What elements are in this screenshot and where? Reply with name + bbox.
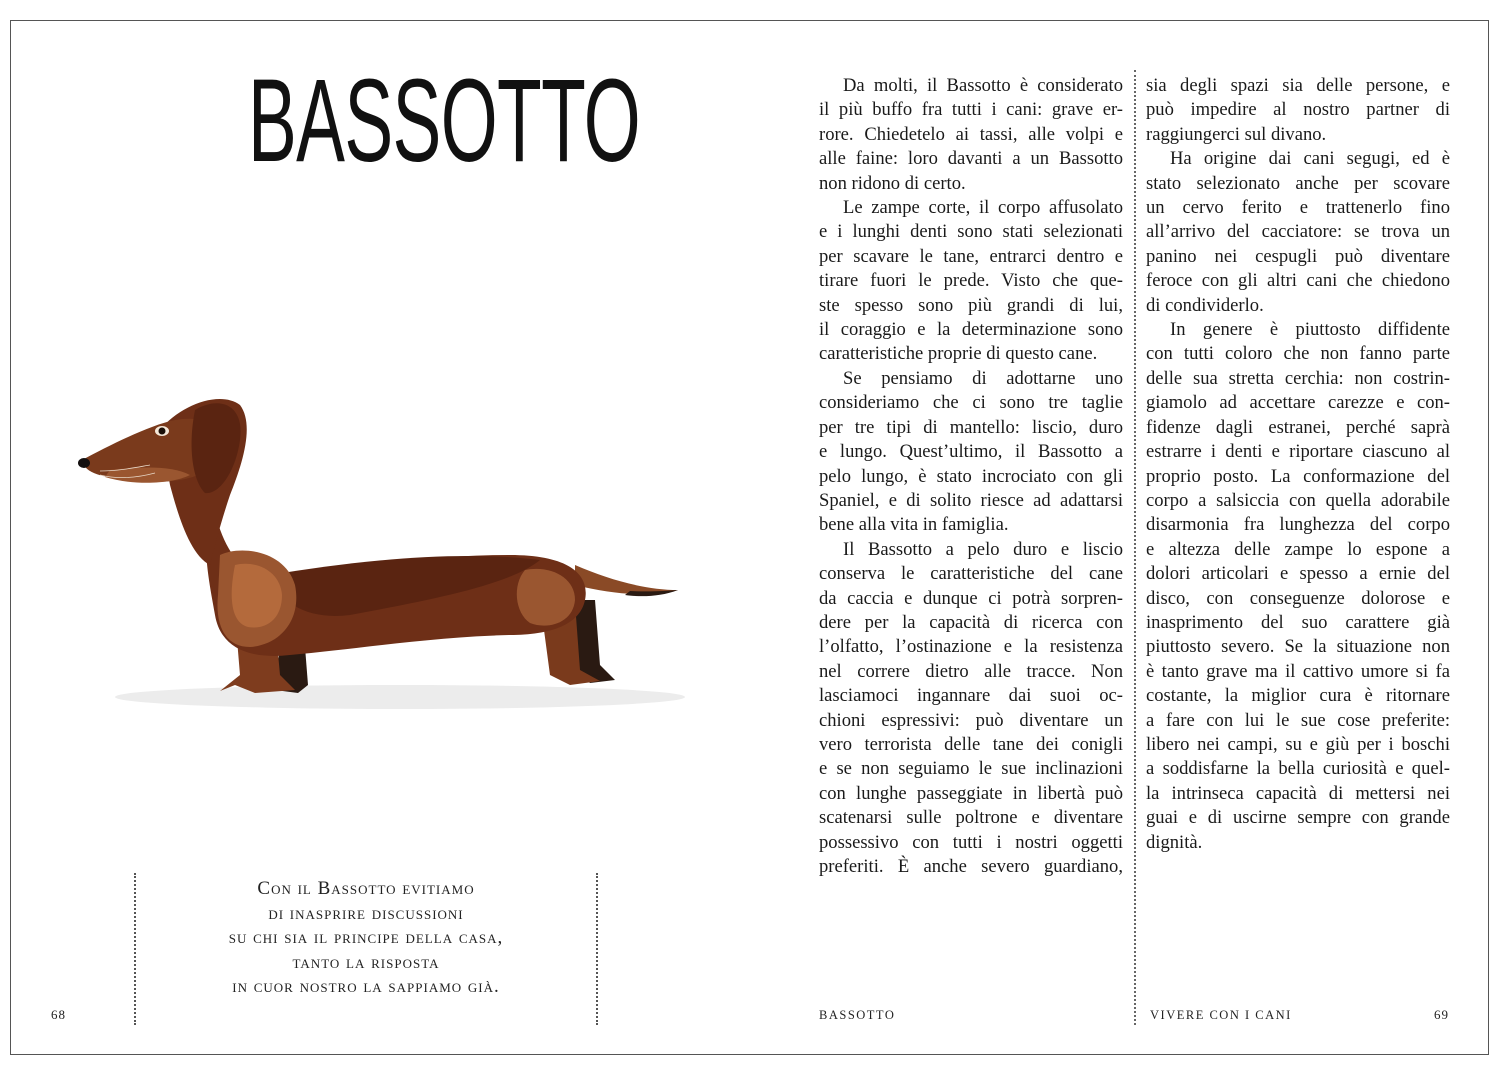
text-line: di condividerlo. [1146, 294, 1264, 316]
text-line: chioni espressivi: può diventare un [819, 709, 1123, 731]
text-line: per tre tipi di mantello: liscio, duro [819, 416, 1123, 438]
text-line: il più buffo fra tutti i cani: grave er- [819, 99, 1123, 121]
text-line: guai e di uscirne sempre con grande [1146, 807, 1450, 829]
text-line: è tanto grave ma il cattivo umore si fa [1146, 660, 1450, 682]
quote-line: in cuor nostro la sappiamo già. [232, 976, 500, 997]
text-line: con tutti coloro che non fanno parte [1146, 343, 1450, 365]
text-line: libero nei campi, su e giù per i boschi [1146, 733, 1450, 755]
text-line: Il Bassotto a pelo duro e liscio [843, 538, 1123, 560]
text-line: estrarre i denti e riportare ciascuno al [1146, 441, 1450, 463]
text-line: con lunghe passeggiate in libertà può [819, 782, 1123, 804]
text-line: caratteristiche proprie di questo cane. [819, 343, 1098, 365]
quote-line: di inasprire discussioni [268, 902, 464, 924]
text-line: Se pensiamo di adottarne uno [843, 367, 1123, 389]
column-divider [1134, 70, 1136, 1025]
quote-line: Con il Bassotto evitiamo [257, 878, 475, 899]
text-line: scatenarsi sulle poltrone e diventare [819, 807, 1123, 829]
text-line: a soddisfarne la bella curiosità e quel- [1146, 758, 1450, 780]
page-number-right: 69 [1434, 1007, 1449, 1022]
text-line: dolori articolari e spesso a ernie del [1146, 563, 1450, 585]
text-line: stato selezionato anche per scovare [1146, 172, 1450, 194]
text-line: disco, con conseguenze dolorose e [1146, 587, 1450, 609]
text-line: la intrinseca capacità di mettersi nei [1146, 782, 1450, 804]
page-number-left: 68 [51, 1007, 66, 1022]
text-line: Spaniel, e di solito riesce ad adattarsi [819, 489, 1123, 511]
text-line: consideriamo che ci sono tre taglie [819, 392, 1123, 414]
text-line: a fare con lui le sue cose preferite: [1146, 709, 1450, 731]
text-line: all’arrivo del cacciatore: se trova un [1146, 221, 1450, 243]
pull-quote [136, 877, 596, 1000]
text-column-2 [1146, 74, 1450, 855]
text-line: rore. Chiedetelo ai tassi, alle volpi e [819, 123, 1123, 145]
text-line: inasprimento del suo carattere già [1146, 611, 1450, 633]
text-line: possessivo con tutti i nostri oggetti [819, 831, 1123, 853]
text-line: delle sua stretta cerchia: non costrin- [1146, 367, 1450, 389]
running-footer-section: BASSOTTO [819, 1008, 896, 1022]
text-line: l’olfatto, l’ostinazione e la resistenza [819, 636, 1123, 658]
text-line: panino nei cespugli può diventare [1146, 245, 1450, 267]
text-line: alle faine: loro davanti a un Bassotto [819, 148, 1123, 170]
text-line: e se non seguiamo le sue inclinazioni [819, 758, 1123, 780]
text-line: ste spesso sono più grandi di lui, [819, 294, 1123, 316]
text-line: pelo lungo, è stato incrociato con gli [819, 465, 1123, 487]
text-line: proprio posto. La conformazione del [1146, 465, 1450, 487]
text-line: non ridono di certo. [819, 172, 966, 194]
text-line: il coraggio e la determinazione sono [819, 319, 1123, 341]
text-line: per scavare le tane, entrarci dentro e [819, 245, 1123, 267]
text-line: nel correre dietro alle tracce. Non [819, 660, 1123, 682]
dachshund-illustration [70, 385, 690, 725]
quote-line: tanto la risposta [292, 951, 440, 973]
text-line: un cervo ferito e trattenerlo fino [1146, 197, 1450, 219]
text-line: feroce con gli altri cani che chiedono [1146, 270, 1450, 292]
pull-quote-box [134, 873, 598, 1025]
text-line: giamolo ad accettare carezze e con- [1146, 392, 1450, 414]
dachshund-icon [70, 385, 690, 725]
text-line: sia degli spazi sia delle persone, e [1146, 75, 1450, 96]
text-line: e altezza delle zampe lo espone a [1146, 538, 1450, 560]
text-line: fidenze dagli estranei, perché saprà [1146, 416, 1450, 438]
quote-line: su chi sia il principe della casa, [228, 927, 504, 948]
text-column-1 [819, 74, 1123, 879]
text-line: Da molti, il Bassotto è considerato [843, 75, 1123, 96]
text-line: Le zampe corte, il corpo affusolato [843, 197, 1123, 219]
text-line: conserva le caratteristiche del cane [819, 563, 1123, 585]
page-title: BASSOTTO [248, 55, 641, 187]
text-line: dignità. [1146, 831, 1203, 853]
text-line: vero terrorista delle tane dei conigli [819, 733, 1123, 755]
text-line: corpo a salsiccia con quella adorabile [1146, 489, 1450, 511]
text-line: può impedire al nostro partner di [1146, 99, 1450, 121]
text-line: In genere è piuttosto diffidente [1170, 319, 1450, 341]
text-line: preferiti. È anche severo guardiano, [819, 856, 1123, 877]
text-line: lasciamoci ingannare dai suoi oc- [819, 685, 1123, 707]
text-line: dere per la capacità di ricerca con [819, 611, 1123, 633]
text-line: e i lunghi denti sono stati selezionati [819, 221, 1123, 243]
text-line: raggiungerci sul divano. [1146, 123, 1327, 145]
text-line: piuttosto severo. Se la situazione non [1146, 636, 1450, 658]
text-line: e lungo. Quest’ultimo, il Bassotto a [819, 441, 1123, 463]
text-line: costante, la miglior cura è ritornare [1146, 685, 1450, 707]
text-line: tirare fuori le prede. Visto che que- [819, 270, 1123, 292]
text-line: bene alla vita in famiglia. [819, 514, 1009, 536]
running-footer-book: VIVERE CON I CANI [1150, 1008, 1292, 1022]
text-line: Ha origine dai cani segugi, ed è [1170, 148, 1450, 170]
text-line: da caccia e dunque ci potrà sorpren- [819, 587, 1123, 609]
text-line: disarmonia fra lunghezza del corpo [1146, 514, 1450, 536]
